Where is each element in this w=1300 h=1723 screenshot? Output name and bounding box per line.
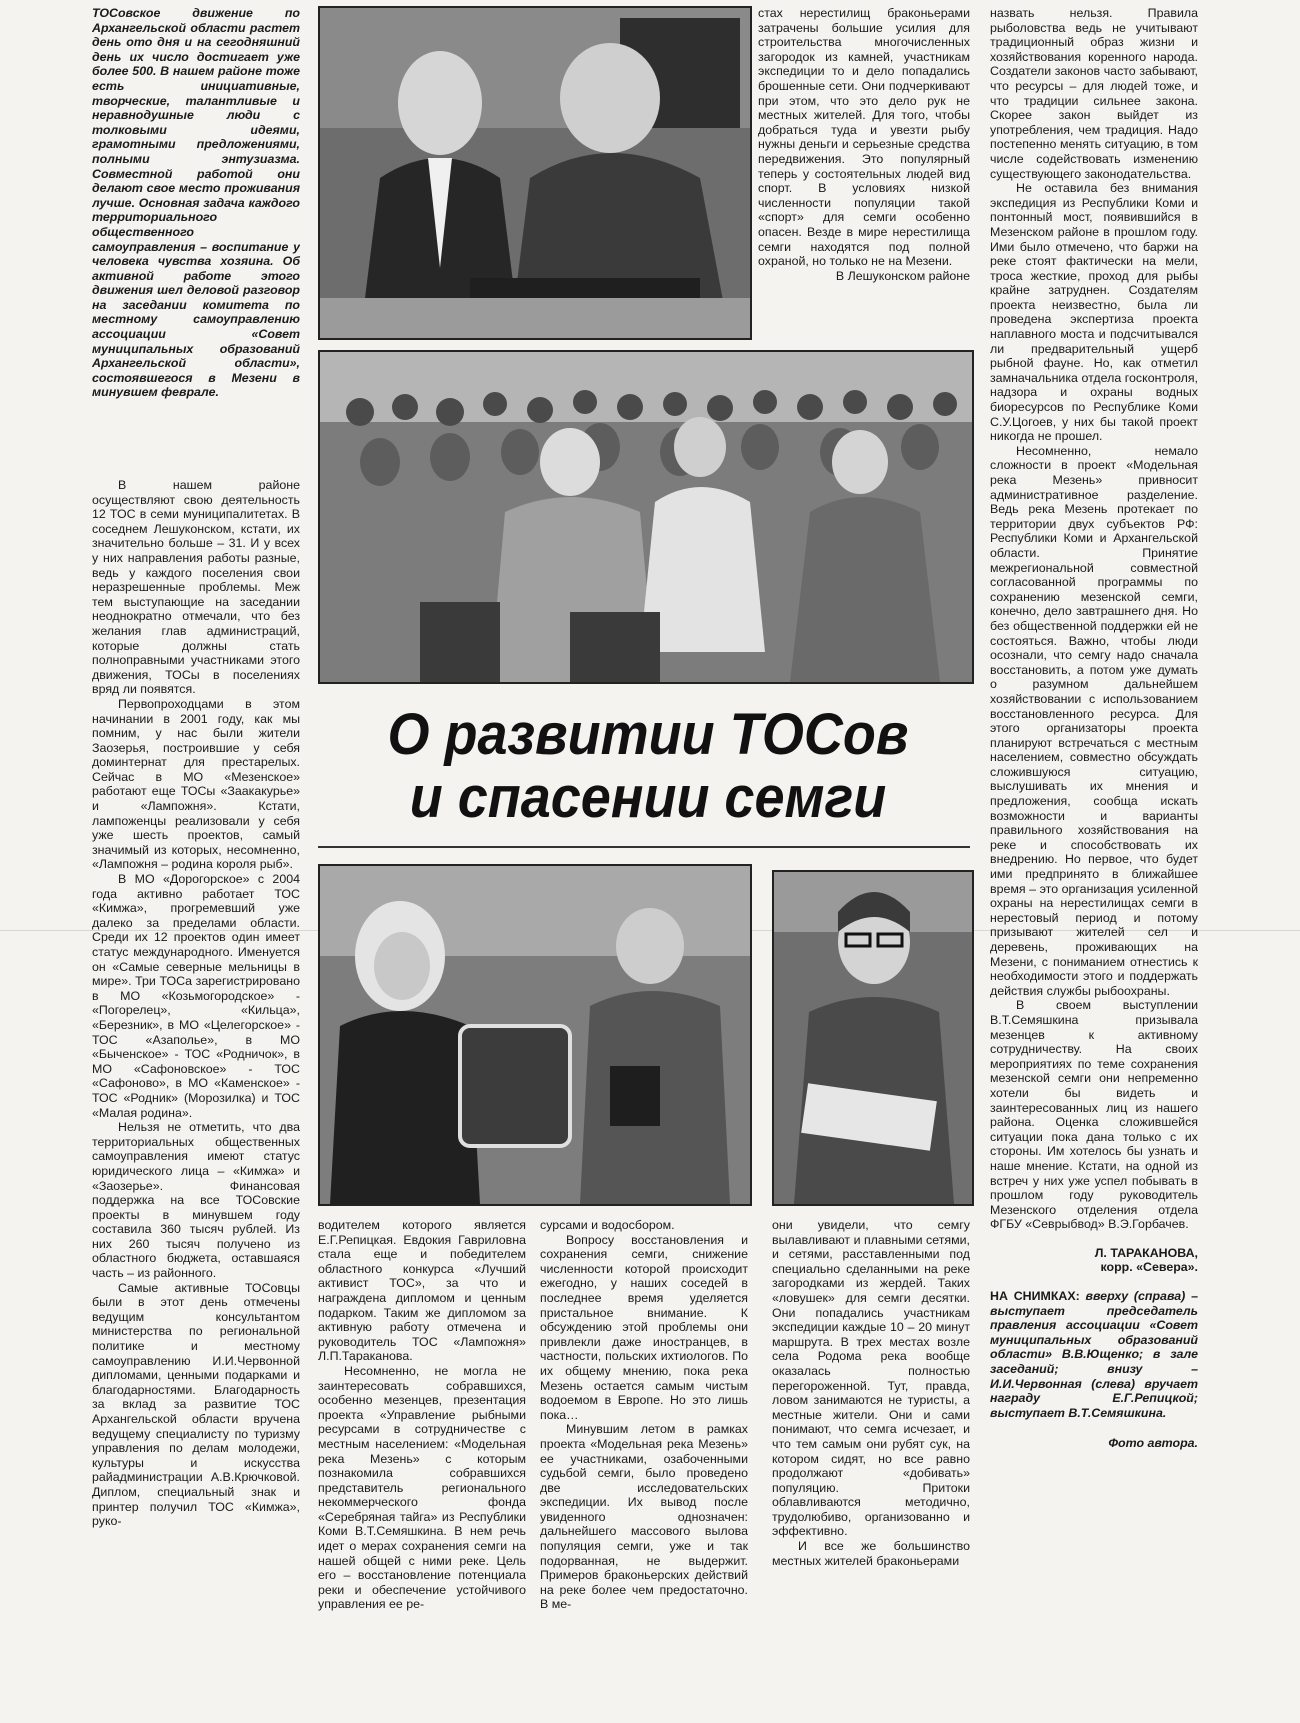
headline-line-1: О развитии ТОСов — [387, 702, 909, 768]
photo-meeting-hall-image — [320, 352, 972, 682]
col1-paragraph: В нашем районе осуществляют свою деятельность 12 ТОС в семи муниципалитетах. В соседнем Лешуконском, кстати, их значительно больше – 31. И у всех у них направления работы разные, ведь у каждого поселения свои неразрешенные проблемы. Меж тем выступающие на заседании неоднократно отмечали, что без желания глав администраций, которые должны стать полноправными участниками этого движения, ТОСы в поселениях вряд ли появятся. — [92, 478, 300, 697]
headline-rule — [318, 846, 970, 848]
col3-paragraph: сурсами и водосбором. — [540, 1218, 675, 1232]
photo-speaker-image — [774, 872, 972, 1204]
captions-text: вверху (справа) – выступает председатель правления ассоциации «Совет муниципальных образований области» В.В.Ющенко; в зале заседаний; внизу – И.И.Червонная (слева) вручает награду Е.Г.Репицкой; выступает В.Т.Семяшкина. — [990, 1289, 1198, 1420]
photo-award-image — [320, 866, 750, 1204]
headline-line-2: и спасении семги — [409, 764, 887, 830]
col1-paragraph: Первопроходцами в этом начинании в 2001 году, как мы помним, у нас были жители Заозерья, построившие у себя доминтернат для престарелых. Сейчас в МО «Мезенское» работают еще ТОСы «Заакакурье» и «Лампожня». Кстати, лампоженцы реализовали у себя уже шесть проектов, самый значимый из которых, несомненно, «Лампожня – родина короля рыб». — [92, 696, 300, 872]
photo-captions — [990, 1289, 1198, 1420]
col5-paragraph: Не оставила без внимания экспедиция из Республики Коми и понтонный мост, появившийся в Мезенском районе в прошлом году. Ими было отмечено, что баржи на реке стоят фактически на мели, троса жесткие, проход для рыбы крайне затруднен. Создателям проекта неизвестно, была ли проведена экспертиза проекта наплавного моста и подсчитывался ли предварительный ущерб рыбной фауне. Но, как отметил замначальника отдела госконтроля, надзора и охраны водных биоресурсов по Республике Коми С.У.Цогоев, у них бы такой проект никогда не прошел. — [990, 181, 1198, 444]
photo-meeting-hall — [318, 350, 974, 684]
photo-speaker — [772, 870, 974, 1206]
column-4-top — [758, 6, 970, 336]
author-signature — [990, 1246, 1198, 1275]
col1-paragraph: Самые активные ТОСовцы были в этот день отмечены ведущим консультантом министерства по региональной политике и местному самоуправлению И.И.Червонной дипломами, ценными подарками и благодарностями. Благодарность за вклад за развитие ТОС Архангельской области вручена ведущему специалисту по туризму управления по делам молодежи, культуры и искусства райадминистрации А.В.Крючковой. Диплом, специальный знак и принтер получил ТОС «Кимжа», руко- — [92, 1280, 300, 1529]
photo-credit: Фото автора. — [1108, 1436, 1198, 1451]
lead-text: ТОСовское движение по Архангельской области растет день ото дня и на сегодняшний день их число достигает уже более 500. В нашем районе тоже есть инициативные, творческие, талантливые и неравнодушные люди с толковыми идеями, грамотными предложениями, полными энтузиазма. Совместной работой они делают свое место проживания лучше. Основная задача каждого территориального общественного самоуправления – воспитание у человека чувства хозяина. Об активной работе этого движения шел деловой разговор на заседании комитета по местному самоуправлению ассоциации «Совет муниципальных образований Архангельской области», состоявшегося в Мезени в минувшем феврале. — [92, 6, 300, 400]
col3-paragraph: Минувшим летом в рамках проекта «Модельная река Мезень» ее участниками, озабоченными судьбой семги, было проведено две исследовательских экспедиции. Их вывод после увиденного однозначен: дальнейшего массового вылова популяция семги, уже и так подорванная, не выдержит. Примеров браконьерских действий на реке более чем предостаточно. В ме- — [540, 1422, 748, 1612]
col5-paragraph: Несомненно, немало сложности в проект «Модельная река Мезень» привносит административное разделение. Ведь река Мезень протекает по территории двух субъектов РФ: Республики Коми и Архангельской области. Принятие межрегиональной совместной согласованной программы по сохранению мезенской семги, конечно, дело завтрашнего дня. Но без общественной поддержки ей не состояться. Важно, чтобы люди осознали, что семгу надо сначала восстановить, а потом уже думать о разумном дальнейшем хозяйствовании с использованием восстановленного ресурса. Для этого организаторы проекта планируют встречаться с местным населением, совместно обсуждать сложившуюся ситуацию, выслушивать их мнения и предложения, сообща искать возможности и варианты правильного хозяйствования на реке и способствовать их внедрению. Но первое, что будет ими предпринято в ближайшее время – это организация усиленной охраны на нерестилищах семги в нерестовый период и потому призывают жителей сел и деревень, проживающих на Мезени, с пониманием отнестись к необходимости этого и поддержать действия службы рыбоохраны. — [990, 443, 1198, 998]
author-role: корр. «Севера». — [1100, 1260, 1198, 1275]
photo-presidium — [318, 6, 752, 340]
col2-paragraph: водителем которого является Е.Г.Репицкая. Евдокия Гавриловна стала еще и победителем областного конкурса «Лучший активист ТОС», за что и награждена дипломом и ценным подарком. Таким же дипломом за активную работу отмечена и руководитель ТОС «Лампожня» Л.П.Тараканова. — [318, 1218, 526, 1364]
column-5 — [990, 6, 1198, 1696]
column-1 — [92, 478, 300, 1638]
photo-award — [318, 864, 752, 1206]
column-3 — [540, 1218, 748, 1648]
col1-paragraph: Нельзя не отметить, что два территориальных общественных самоуправления имеют статус юридического лица – «Кимжа» и «Заозерье». Финансовая поддержка на все ТОСовские проекты в минувшем году составила 360 тысяч рублей. Из них 260 тысяч получено из областного бюджета, оставшаяся часть – из районного. — [92, 1120, 300, 1281]
column-2 — [318, 1218, 526, 1648]
col4-subhead: В Лешуконском районе — [835, 268, 970, 283]
author-name: Л. ТАРАКАНОВА, — [1094, 1245, 1198, 1260]
col4b-paragraph: они увидели, что семгу вылавливают и плавными сетями, и сетями, расставленными под специально сделанными на реке загородками из жердей. Таких «ловушек» для семги десятки. Они попадались участникам экспедиции каждые 10 – 20 минут маршрута. В трех местах возле села Родома река вообще оказалась полностью перегороженной. Тут, правда, ловом занимаются не туристы, а местные жители. Они и сами понимают, что семга исчезает, и что тем самым они рубят сук, на котором сидят, но все равно продолжают «добивать» популяцию. Притоки облавливаются методично, трудолюбиво, организованно и эффективно. — [772, 1218, 970, 1539]
col3-paragraph: Вопросу восстановления и сохранения семги, снижение численности которой происходит ежегодно, у наших соседей в последнее время уделяется пристальное внимание. К обсуждению этой проблемы они привлекли даже иностранцев, в частности, польских ихтиологов. По их общему мнению, пока река Мезень остается самым чистым водоемом в Европе. Но это лишь пока… — [540, 1232, 748, 1422]
column-4-bottom — [772, 1218, 970, 1648]
col4-paragraph: стах нерестилищ браконьерами затрачены большие усилия для строительства многочисленных загородок из камней, участникам экспедиции то и дело попадались брошенные сети. Они подчеркивают при этом, что это дело рук не местных жителей. Для того, чтобы добраться туда и увезти рыбу нужны деньги и серьезные средства передвижения. Это популярный теперь у состоятельных людей вид спорт. В условиях низкой численности популяции такой «спорт» для семги особенно опасен. Везде в мире нерестилища семги находятся под полной охраной, но только не на Мезени. — [758, 6, 970, 269]
photo-presidium-image — [320, 8, 750, 338]
col1-paragraph: В МО «Дорогорское» с 2004 года активно работает ТОС «Кимжа», прогремевший уже далеко за пределами области. Среди их 12 проектов один имеет статус международного. Именуется он «Самые северные мельницы в мире». Три ТОСа зарегистрировано в МО «Козьмогородское» - «Погорелец», «Кильца», «Березник», в МО «Целегорское» - ТОС «Азаполье», в МО «Быченское» - ТОС «Родничок», в МО «Сафоновское» - ТОС «Сафоново», в МО «Каменское» - ТОС «Родник» (Морозилка) и ТОС «Малая родина». — [92, 872, 300, 1120]
lead-paragraph — [92, 6, 300, 478]
col5-paragraph: В своем выступлении В.Т.Семяшкина призывала мезенцев к активному сотрудничеству. На своих мероприятиях по теме сохранения мезенской семги они непременно хотели бы видеть и заинтересованных лиц из нашего района. Оценка сложившейся ситуации пока дана только с их стороны. Им хотелось бы узнать и наше мнение. Кстати, на одной из встреч у них уже успел побывать в прошлом году руководитель Мезенского отделения отдела ФГБУ «Севрыбвод» В.Э.Горбачев. — [990, 998, 1198, 1232]
headline — [318, 703, 978, 828]
col5-paragraph: назвать нельзя. Правила рыболовства ведь не учитывают традиционный образ жизни и хозяйствования коренного народа. Создатели законов часто забывают, что ресурсы – для людей тоже, и что традиции сильнее закона. Скорее закон выйдет из употребления, чем традиция. Надо постепенно менять ситуацию, в том числе содействовать изменению существующего законодательства. — [990, 6, 1198, 181]
col2-paragraph: Несомненно, не могла не заинтересовать собравшихся, особенно мезенцев, презентация проекта «Управление рыбными ресурсами в сотрудничестве с местным населением: «Модельная река Мезень» с которым познакомила собравшихся представитель регионального некоммерческого фонда «Серебряная тайга» из Республики Коми В.Т.Семяшкина. В нем речь идет о мерах сохранения семги на нашей общей с ними реке. Цель его – восстановление потенциала реки и обеспечение устойчивого управления ее ре- — [318, 1363, 526, 1612]
col4b-paragraph: И все же большинство местных жителей браконьерами — [772, 1539, 970, 1568]
captions-label: НА СНИМКАХ: — [990, 1289, 1080, 1304]
